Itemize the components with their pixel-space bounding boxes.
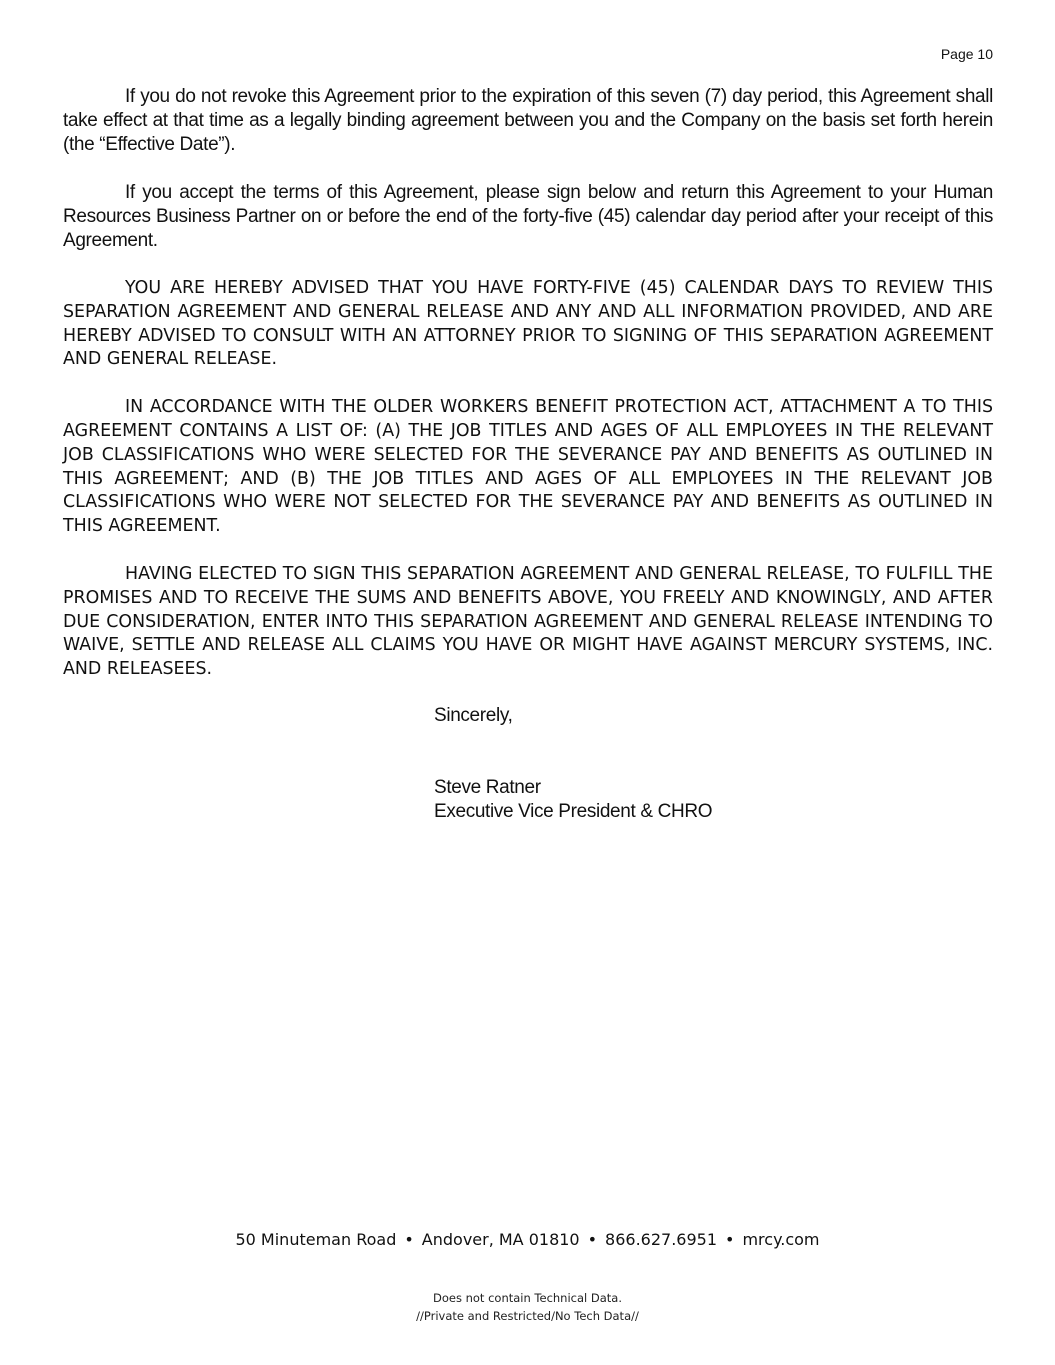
closing-salutation: Sincerely,: [434, 705, 513, 726]
paragraph-review-advisory: YOU ARE HEREBY ADVISED THAT YOU HAVE FORTY-FIVE (45) CALENDAR DAYS TO REVIEW THIS SEPARATION AGREEMENT AND GENERAL RELEASE AND ANY AND ALL INFORMATION PROVIDED, AND ARE HEREBY ADVISED TO CONSULT WITH AN ATTORNEY PRIOR TO SIGNING OF THIS SEPARATION AGREEMENT AND GENERAL RELEASE.: [63, 278, 993, 370]
footer-notice: [0, 1289, 1055, 1325]
footer-phone: 866.627.6951: [605, 1230, 718, 1249]
signer-name: Steve Ratner: [434, 777, 541, 798]
bullet-separator: •: [404, 1230, 414, 1249]
paragraph-owbpa-notice: IN ACCORDANCE WITH THE OLDER WORKERS BENEFIT PROTECTION ACT, ATTACHMENT A TO THIS AGREEMENT CONTAINS A LIST OF: (A) THE JOB TITLES AND AGES OF ALL EMPLOYEES IN THE RELEVANT JOB CLASSIFICATIONS WHO WERE SELECTED FOR THE SEVERANCE PAY AND BENEFITS AS OUTLINED IN THIS AGREEMENT; AND (B) THE JOB TITLES AND AGES OF ALL EMPLOYEES IN THE RELEVANT JOB CLASSIFICATIONS WHO WERE NOT SELECTED FOR THE SEVERANCE PAY AND BENEFITS AS OUTLINED IN THIS AGREEMENT.: [63, 397, 993, 537]
footer-website: mrcy.com: [742, 1230, 820, 1249]
bullet-separator: •: [587, 1230, 598, 1249]
paragraph-effective-date: If you do not revoke this Agreement prior to the expiration of this seven (7) day period, this Agreement shall take effect at that time as a legally binding agreement between you and the Company on the basis set forth herein (the “Effective Date”).: [63, 86, 993, 155]
restriction-marking: //Private and Restricted/No Tech Data//: [416, 1309, 639, 1323]
footer-city: Andover, MA 01810: [421, 1230, 580, 1249]
signer-title: Executive Vice President & CHRO: [434, 801, 713, 822]
technical-data-notice: Does not contain Technical Data.: [432, 1291, 623, 1305]
signature-block: [434, 704, 712, 824]
paragraph-acceptance: If you accept the terms of this Agreement, please sign below and return this Agreement to your Human Resources Business Partner on or before the end of the forty-five (45) calendar day period after your receipt of this Agreement.: [63, 182, 993, 251]
page-number: Page 10: [940, 46, 993, 62]
footer-street: 50 Minuteman Road: [235, 1230, 397, 1249]
document-body: [63, 85, 993, 706]
footer-address: [0, 1230, 1055, 1250]
bullet-separator: •: [725, 1230, 735, 1249]
paragraph-release-acknowledgement: HAVING ELECTED TO SIGN THIS SEPARATION AGREEMENT AND GENERAL RELEASE, TO FULFILL THE PROMISES AND TO RECEIVE THE SUMS AND BENEFITS ABOVE, YOU FREELY AND KNOWINGLY, AND AFTER DUE CONSIDERATION, ENTER INTO THIS SEPARATION AGREEMENT AND GENERAL RELEASE INTENDING TO WAIVE, SETTLE AND RELEASE ALL CLAIMS YOU HAVE OR MIGHT HAVE AGAINST MERCURY SYSTEMS, INC. AND RELEASEES.: [63, 563, 993, 680]
